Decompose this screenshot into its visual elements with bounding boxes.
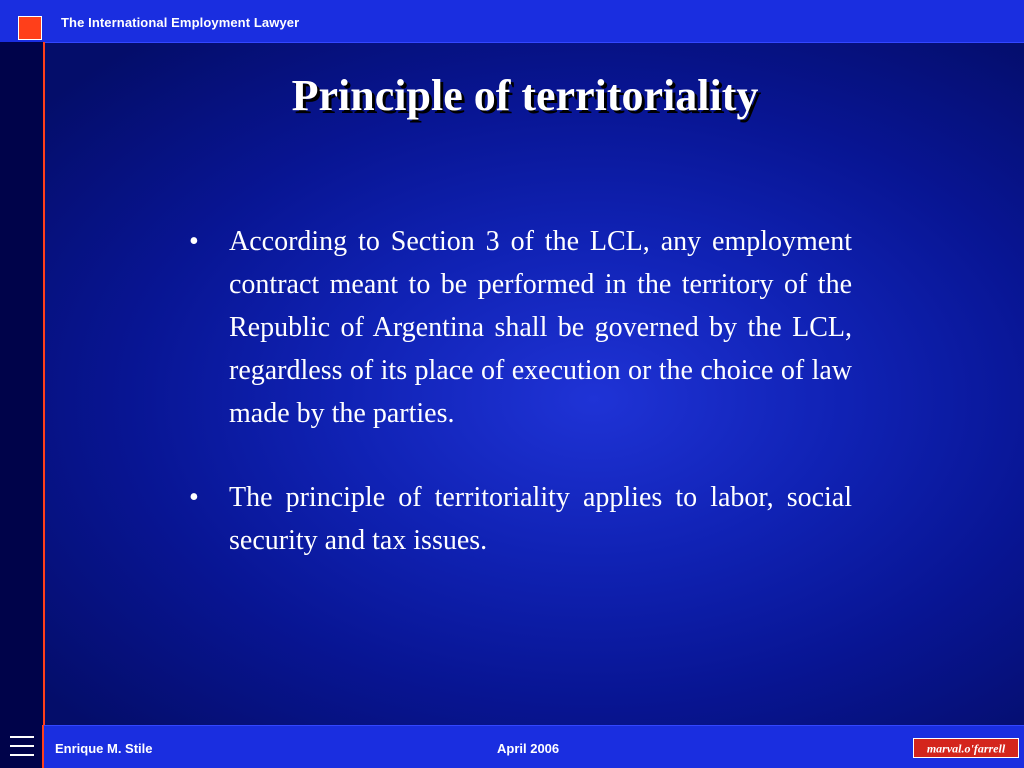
bullet-text: The principle of territoriality applies to labor, social security and tax issues. xyxy=(229,482,852,556)
footer-date: April 2006 xyxy=(497,741,560,756)
footer-author: Enrique M. Stile xyxy=(55,741,153,756)
bullet-icon: • xyxy=(189,226,199,257)
menu-button[interactable] xyxy=(0,725,44,768)
logo-icon xyxy=(914,739,1018,757)
bullet-list xyxy=(188,220,852,562)
company-logo xyxy=(913,738,1019,758)
menu-icon xyxy=(10,736,34,756)
bullet-item xyxy=(188,220,852,435)
header-bar xyxy=(0,0,1024,43)
slide-title: Principle of territoriality xyxy=(291,71,759,120)
left-divider xyxy=(43,42,45,725)
logo-text: marval.o'farrell xyxy=(926,741,1006,756)
square-icon xyxy=(18,16,42,40)
bullet-item xyxy=(188,476,852,562)
header-title: The International Employment Lawyer xyxy=(61,15,300,30)
left-sidebar xyxy=(0,42,43,725)
bullet-icon: • xyxy=(189,482,199,513)
bullet-text: According to Section 3 of the LCL, any employment contract meant to be performed in the territory of the Republic of Argentina shall be governed by the LCL, regardless of its place of execution or the choice of law made by the parties. xyxy=(229,226,852,429)
